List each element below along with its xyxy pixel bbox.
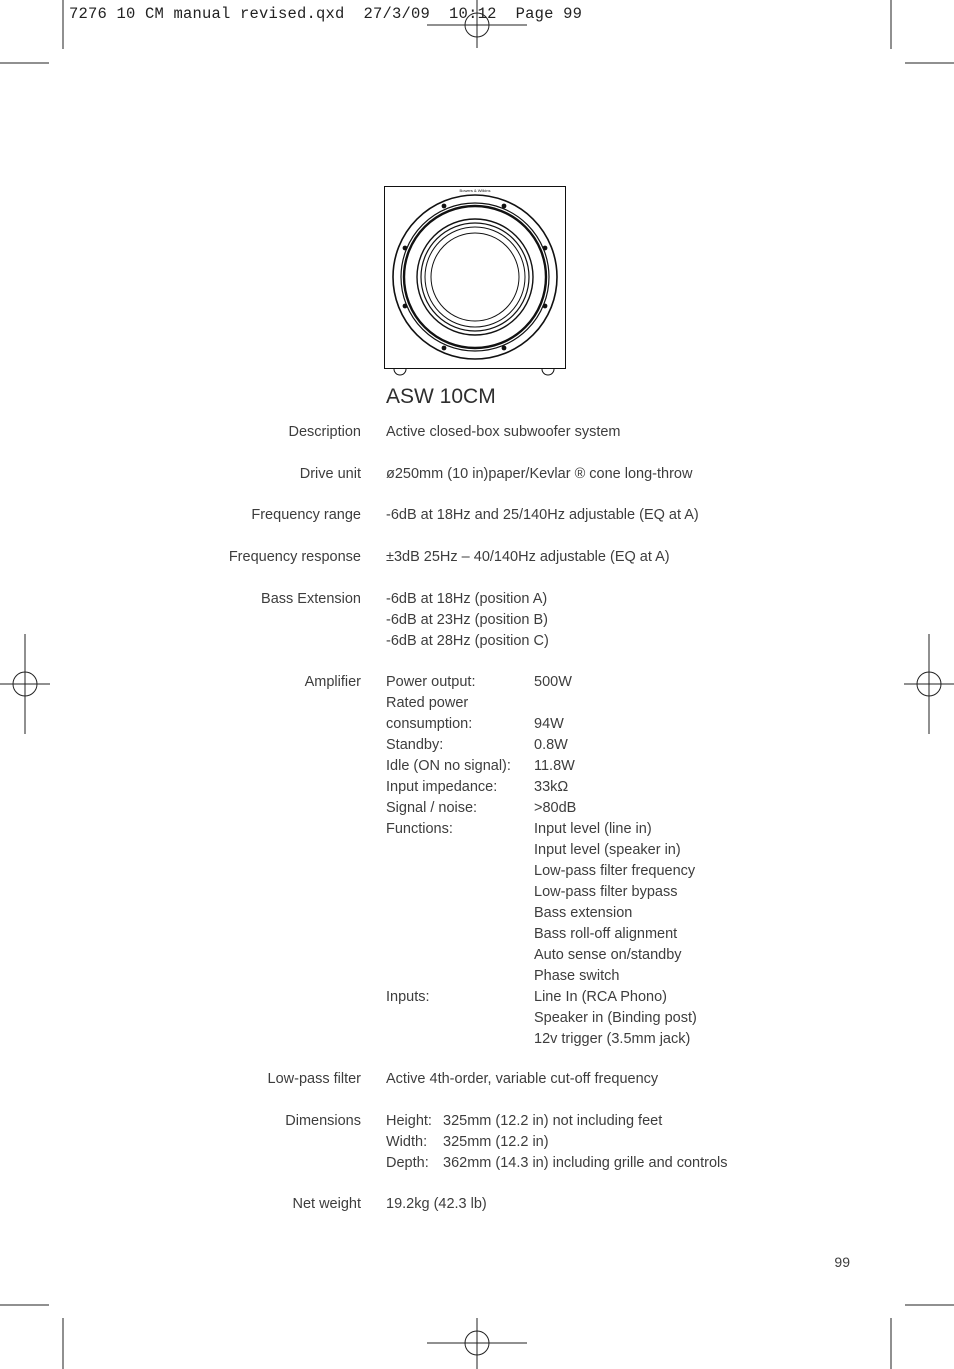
product-title: ASW 10CM bbox=[386, 385, 496, 408]
function-item: Low-pass filter frequency bbox=[534, 863, 696, 879]
rated-power-key-line1: Rated power bbox=[386, 695, 469, 711]
input-impedance-value: 33kΩ bbox=[534, 779, 569, 795]
function-item: Phase switch bbox=[534, 968, 620, 984]
bass-extension-line: -6dB at 23Hz (position B) bbox=[386, 612, 548, 628]
rated-power-value: 94W bbox=[534, 716, 564, 732]
signal-noise-key: Signal / noise: bbox=[386, 800, 478, 816]
functions-key: Functions: bbox=[386, 821, 453, 837]
idle-value: 11.8W bbox=[534, 758, 575, 774]
description-value: Active closed-box subwoofer system bbox=[386, 424, 621, 440]
product-logo-text: Bowers & Wilkins bbox=[459, 188, 491, 193]
dimensions-label: Dimensions bbox=[285, 1113, 361, 1129]
function-item: Bass extension bbox=[534, 905, 633, 921]
low-pass-filter-value: Active 4th-order, variable cut-off frequency bbox=[386, 1071, 659, 1087]
power-output-key: Power output: bbox=[386, 674, 476, 690]
print-slug-line: 7276 10 CM manual revised.qxd 27/3/09 10:12 Page 99 bbox=[69, 5, 583, 23]
dimension-values bbox=[443, 1111, 728, 1174]
bass-extension-label: Bass Extension bbox=[261, 591, 361, 607]
width-value: 325mm (12.2 in) bbox=[443, 1134, 549, 1150]
drive-unit-label: Drive unit bbox=[299, 466, 361, 482]
standby-key: Standby: bbox=[386, 737, 444, 753]
height-key: Height: bbox=[386, 1113, 432, 1129]
input-impedance-key: Input impedance: bbox=[386, 779, 498, 795]
height-value: 325mm (12.2 in) not including feet bbox=[443, 1113, 663, 1129]
function-item: Auto sense on/standby bbox=[534, 947, 682, 963]
signal-noise-value: >80dB bbox=[534, 800, 577, 816]
input-item: Line In (RCA Phono) bbox=[534, 989, 667, 1005]
bass-extension-line: -6dB at 28Hz (position C) bbox=[386, 633, 549, 649]
amplifier-label: Amplifier bbox=[304, 674, 361, 690]
frequency-response-label: Frequency response bbox=[228, 549, 361, 565]
amplifier-keys bbox=[386, 672, 511, 1008]
rated-power-key: consumption: bbox=[386, 716, 473, 732]
function-item: Input level (speaker in) bbox=[534, 842, 681, 858]
width-key: Width: bbox=[386, 1134, 428, 1150]
bass-extension-line: -6dB at 18Hz (position A) bbox=[386, 591, 548, 607]
power-output-value: 500W bbox=[534, 674, 572, 690]
depth-value: 362mm (14.3 in) including grille and controls bbox=[443, 1155, 728, 1171]
depth-key: Depth: bbox=[386, 1155, 429, 1171]
function-item: Low-pass filter bypass bbox=[534, 884, 678, 900]
standby-value: 0.8W bbox=[534, 737, 568, 753]
frequency-response-value: ±3dB 25Hz – 40/140Hz adjustable (EQ at A) bbox=[386, 549, 670, 565]
description-label: Description bbox=[288, 424, 361, 440]
net-weight-label: Net weight bbox=[292, 1196, 361, 1212]
dimension-keys bbox=[386, 1111, 432, 1174]
bass-extension-list bbox=[386, 589, 549, 652]
function-item: Input level (line in) bbox=[534, 821, 652, 837]
subwoofer-illustration bbox=[384, 186, 568, 378]
input-item: Speaker in (Binding post) bbox=[534, 1010, 697, 1026]
input-item: 12v trigger (3.5mm jack) bbox=[534, 1031, 691, 1047]
idle-key: Idle (ON no signal): bbox=[386, 758, 511, 774]
frequency-range-value: -6dB at 18Hz and 25/140Hz adjustable (EQ at A) bbox=[386, 507, 699, 523]
page-number: 99 bbox=[834, 1254, 850, 1270]
inputs-key: Inputs: bbox=[386, 989, 430, 1005]
drive-unit-value: ø250mm (10 in)paper/Kevlar ® cone long-throw bbox=[386, 466, 693, 482]
low-pass-filter-label: Low-pass filter bbox=[267, 1071, 361, 1087]
amplifier-values bbox=[534, 672, 697, 1050]
net-weight-value: 19.2kg (42.3 lb) bbox=[386, 1196, 487, 1212]
frequency-range-label: Frequency range bbox=[251, 507, 361, 523]
function-item: Bass roll-off alignment bbox=[534, 926, 678, 942]
